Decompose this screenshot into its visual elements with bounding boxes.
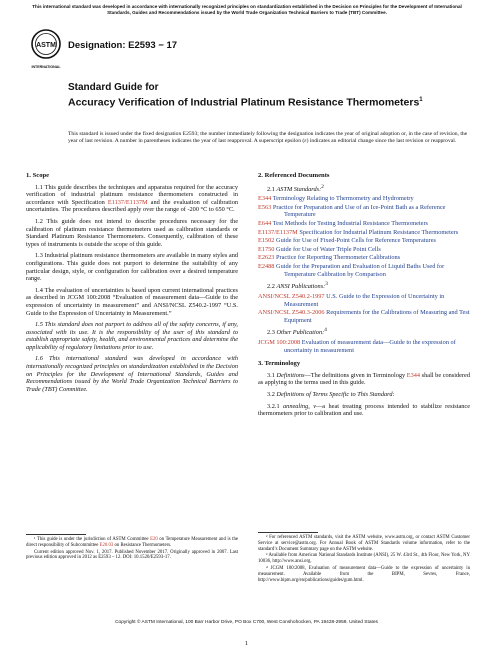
terminology-para-3.1: 3.1 Definitions—The definitions given in Terminology E344 shall be considered as applying to the terms used in this guide.	[258, 371, 470, 387]
astm-reference-item[interactable]	[258, 220, 470, 228]
reference-code[interactable]: ANSI/NCSL Z540.3-2006	[258, 309, 325, 317]
reference-title[interactable]: Guide for the Preparation and Evaluation of Liquid Baths Used for Temperature Calibration by Comparison	[276, 263, 445, 278]
footnote-rule	[258, 532, 318, 533]
title-line-1: Standard Guide for	[68, 82, 159, 93]
astm-reference-item[interactable]	[258, 263, 470, 278]
scope-para-1.5: 1.5 This standard does not purport to address all of the safety concerns, if any, associated with its use. It is the responsibility of the user of this standard to establish appropriate safety, health, and environmental practices and determine the applicability of regulatory limitations prior to use.	[26, 321, 238, 351]
reference-title[interactable]: Specification for Industrial Platinum Resistance Thermometers	[299, 228, 459, 236]
reference-title[interactable]: Guide for Use of Water Triple Point Cells	[276, 245, 381, 253]
scope-para-1.6: 1.6 This international standard was developed in accordance with internationally recognized principles on standardization established in the Decision on Principles for the Development of International Standards, Guides and Recommendations issued by the World Trade Organization Technical Barriers to Trade (TBT) Committee.	[26, 355, 238, 393]
scope-para-1.1: 1.1 This guide describes the techniques and apparatus required for the accuracy verification of industrial platinum resistance thermometers constructed in accordance with Specification E1137/E1137M and the evaluation of calibration uncertainties. The procedures described apply over the range of -200 °C to 650 °C.	[26, 183, 239, 214]
terminology-para-3.2.1: 3.2.1 annealing, v—a heat treating process intended to stabilize resistance thermometers prior to calibration and use.	[258, 402, 470, 418]
ansi-publications-label: 2.2 ANSI Publications:$^3$	[267, 281, 328, 291]
standard-issuance-note: This standard is issued under the fixed designation E2593; the number immediately following the designation indicates the year of original adoption or, in the case of revision, the year of last revision. A number in parentheses indicates the year of last reapproval. A superscript epsilon (ε) indicates an editorial change since the last revision or reapproval.	[68, 131, 468, 144]
footnotes-right	[258, 532, 470, 584]
left-column	[26, 172, 238, 397]
astm-reference-item[interactable]	[258, 229, 470, 237]
astm-reference-item[interactable]	[258, 254, 470, 262]
page-number: 1	[244, 640, 249, 647]
other-publications-group	[258, 327, 470, 354]
astm-standards-label: 2.1 ASTM Standards:$^2$	[267, 183, 324, 193]
link-e1137[interactable]: E1137/E1137M	[107, 198, 148, 206]
other-reference-item[interactable]	[258, 339, 470, 354]
scope-heading: 1. Scope	[26, 172, 50, 179]
reference-code[interactable]: ANSI/NCSL Z540.2-1997	[258, 292, 325, 300]
reference-code[interactable]: E644	[258, 220, 272, 228]
reference-code[interactable]: E563	[258, 203, 272, 211]
logo-text: ASTM	[36, 42, 56, 49]
terminology-para-3.2: 3.2 Definitions of Terms Specific to This Standard:	[267, 390, 395, 398]
reference-code[interactable]: E1137/E1137M	[258, 228, 298, 236]
designation: Designation: E2593 − 17	[68, 40, 178, 51]
reference-code[interactable]: E344	[258, 195, 272, 203]
astm-standards-group	[258, 184, 470, 279]
ansi-reference-item[interactable]	[258, 293, 470, 308]
reference-code[interactable]: E2623	[258, 254, 275, 262]
link-e344[interactable]: E344	[406, 371, 421, 379]
footnotes-left	[26, 534, 238, 562]
title-line-2	[68, 94, 468, 110]
reference-title[interactable]: Requirements for the Calibrations of Measuring and Test Equipment	[284, 309, 470, 324]
reference-code[interactable]: E2488	[258, 263, 275, 271]
reference-code[interactable]: E1502	[258, 237, 275, 245]
reference-title[interactable]: Guide for Use of Fixed-Point Cells for Reference Temperatures	[276, 237, 436, 245]
astm-logo	[30, 28, 62, 72]
terminology-heading: 3. Terminology	[258, 360, 301, 368]
references-heading: 2. Referenced Documents	[258, 172, 330, 179]
other-publications-label: 2.3 Other Publication:$^4$	[267, 327, 327, 337]
footnote-3: ³ Available from American National Standards Institute (ANSI), 25 W. 43rd St., 4th Floor, New York, NY 10036, http://www.ansi.org.	[258, 553, 470, 565]
footnote-2: ² For referenced ASTM standards, visit the ASTM website, www.astm.org, or contact ASTM Customer Service at service@astm.org. For Annual Book of ASTM Standards volume information, refer to the standard’s Document Summary page on the ASTM website.	[258, 535, 470, 552]
ansi-reference-item[interactable]	[258, 309, 470, 324]
standard-notice: This international standard was developed in accordance with internationally recognized principles on standardization established in the Decision on Principles for the Development of International Standards, Guides and Recommendations issued by the World Trade Organization Technical Barriers to Trade (TBT) Committee.	[32, 4, 462, 15]
reference-title[interactable]: Practice for Preparation and Use of an Ice-Point Bath as a Reference Temperature	[272, 203, 446, 219]
other-publications-list	[258, 339, 470, 354]
footnote-1: ¹ This guide is under the jurisdiction of ASTM Committee E20 on Temperature Measurement and is the direct responsibility of Subcommittee E20.03 on Resistance Thermometers.	[26, 537, 238, 548]
astm-standards-list	[258, 195, 470, 278]
reference-title[interactable]: U.S. Guide to the Expression of Uncertainty in Measurement	[284, 292, 445, 308]
footnote-4: ⁴ JCGM 100:2008, Evaluation of measurement data—Guide to the expression of uncertainty in measurement. Available from the BIPM, Sevres, France, http://www.bipm.org/en/publications/guides/gum.html.	[258, 565, 470, 583]
ansi-publications-list	[258, 293, 470, 324]
right-column	[258, 172, 470, 422]
astm-reference-item[interactable]	[258, 246, 470, 254]
title-main: Accuracy Verification of Industrial Platinum Resistance Thermometers	[68, 96, 420, 109]
reference-title[interactable]: Test Methods for Testing Industrial Resistance Thermometers	[272, 220, 428, 228]
scope-para-1.2: 1.2 This guide does not intend to describe procedures necessary for the calibration of platinum resistance thermometers used as calibration standards or Standard Platinum Resistance Thermometers. Consequently, calibration of these types of instruments is outside the scope of this guide.	[26, 217, 238, 248]
reference-code[interactable]: JCGM 100:2008	[258, 338, 301, 346]
astm-reference-item[interactable]	[258, 204, 470, 219]
astm-reference-item[interactable]	[258, 195, 470, 203]
astm-reference-item[interactable]	[258, 237, 470, 245]
footnote-rule	[26, 534, 86, 535]
copyright-footer: Copyright © ASTM International, 100 Barr Harbor Drive, PO Box C700, West Conshohocken, PA 19428-2959. United States	[115, 620, 378, 625]
ansi-publications-group	[258, 281, 470, 324]
title-block	[68, 82, 468, 110]
reference-code[interactable]: E1750	[258, 245, 275, 253]
reference-title[interactable]: Evaluation of measurement data—Guide to the expression of uncertainty in measurement	[284, 338, 456, 354]
logo-subtext: INTERNATIONAL	[31, 65, 61, 69]
link-e20-03[interactable]: E20.03	[99, 542, 114, 548]
scope-para-1.4: 1.4 The evaluation of uncertainties is based upon current international practices as described in JCGM 100:2008 “Evaluation of measurement data—Guide to the expression of uncertainty in measurement” and ANSI/NCSL Z540.2-1997 “U.S. Guide to the Expression of Uncertainty in Measurement.”	[26, 286, 238, 317]
scope-para-1.3: 1.3 Industrial platinum resistance thermometers are available in many styles and configurations. This guide does not purport to determine the suitability of any particular design, style, or configuration for calibration over a desired temperature range.	[26, 252, 238, 283]
link-e20[interactable]: E20	[150, 537, 158, 542]
reference-title[interactable]: Practice for Reporting Thermometer Calibrations	[276, 254, 401, 262]
footnote-edition: Current edition approved Nov. 1, 2017. Published November 2017. Originally approved in 2007. Last previous edition approved in 2012 as E2593 – 12. DOI: 10.1520/E2593-17.	[26, 549, 238, 561]
reference-title[interactable]: Terminology Relating to Thermometry and Hydrometry	[272, 195, 414, 203]
title-footnote-mark: 1	[419, 97, 423, 103]
